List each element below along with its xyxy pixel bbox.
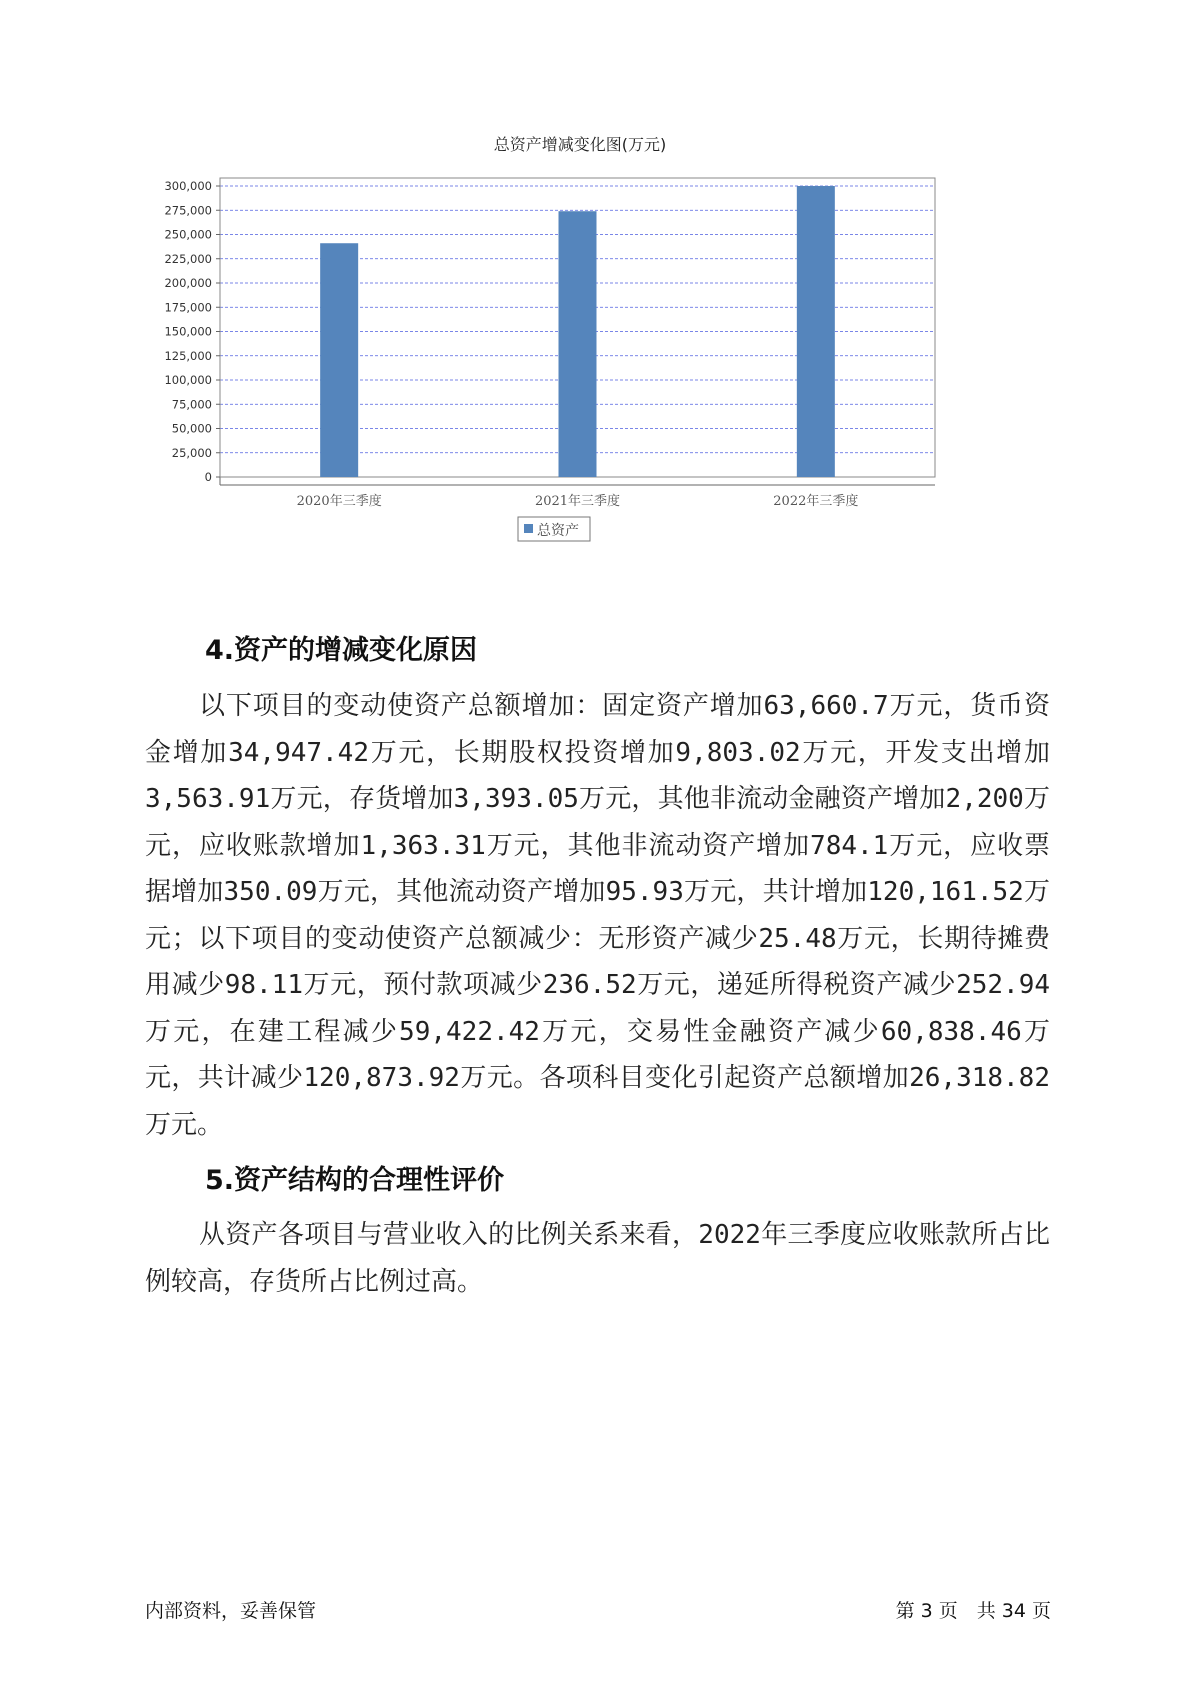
y-tick-label: 100,000	[164, 373, 212, 387]
x-tick-label: 2021年三季度	[534, 494, 621, 509]
x-tick-label: 2022年三季度	[773, 494, 859, 509]
chart-svg	[150, 135, 1030, 600]
chart-legend	[518, 517, 590, 541]
section-4-paragraph: 以下项目的变动使资产总额增加：固定资产增加63,660.7万元，货币资金增加34,947.42万元，长期股权投资增加9,803.02万元，开发支出增加3,563.91万元，存货增加3,393.05万元，其他非流动金融资产增加2,200万元，应收账款增加1,363.31万元，其他非流动资产增加784.1万元，应收票据增加350.09万元，其他流动资产增加95.93万元，共计增加120,161.52万元；以下项目的变动使资产总额减少：无形资产减少25.48万元，长期待摊费用减少98.11万元，预付款项减少236.52万元，递延所得税资产减少252.94万元，在建工程减少59,422.42万元，交易性金融资产减少60,838.46万元，共计减少120,873.92万元。各项科目变化引起资产总额增加26,318.82万元。	[145, 691, 1050, 1140]
y-tick-label: 200,000	[164, 276, 212, 290]
x-tick-labels	[297, 493, 859, 509]
y-tick-label: 250,000	[164, 227, 212, 242]
y-tick-label: 275,000	[164, 203, 212, 218]
y-tick-label: 25,000	[171, 445, 212, 460]
bar-0	[320, 243, 358, 477]
total-assets-chart	[150, 135, 1030, 600]
y-tick-label: 150,000	[164, 324, 212, 339]
x-tick-label: 2020年三季度	[296, 494, 382, 509]
bar-1	[559, 211, 597, 477]
y-tick-label: 50,000	[171, 421, 212, 436]
section-4-heading: 4.资产的增减变化原因	[205, 635, 478, 666]
y-tick-label: 125,000	[164, 348, 212, 363]
legend-swatch	[524, 524, 533, 533]
legend-label-total-assets: 总资产	[537, 523, 579, 539]
y-tick-label: 75,000	[171, 397, 212, 412]
section-5-heading: 5.资产结构的合理性评价	[205, 1165, 505, 1196]
footer-page-number: 第 3 页 共 34 页	[895, 1600, 1051, 1622]
chart-title: 总资产增减变化图(万元)	[493, 135, 667, 154]
y-tick-labels	[164, 179, 220, 484]
y-tick-label: 0	[204, 470, 212, 484]
footer-confidential-note: 内部资料，妥善保管	[145, 1600, 317, 1622]
section-5-paragraph: 从资产各项目与营业收入的比例关系来看，2022年三季度应收账款所占比例较高，存货所占比例过高。	[145, 1220, 1050, 1297]
y-tick-label: 300,000	[164, 179, 212, 193]
bar-2	[797, 186, 835, 477]
y-tick-label: 225,000	[164, 251, 212, 266]
y-tick-label: 175,000	[164, 300, 212, 315]
